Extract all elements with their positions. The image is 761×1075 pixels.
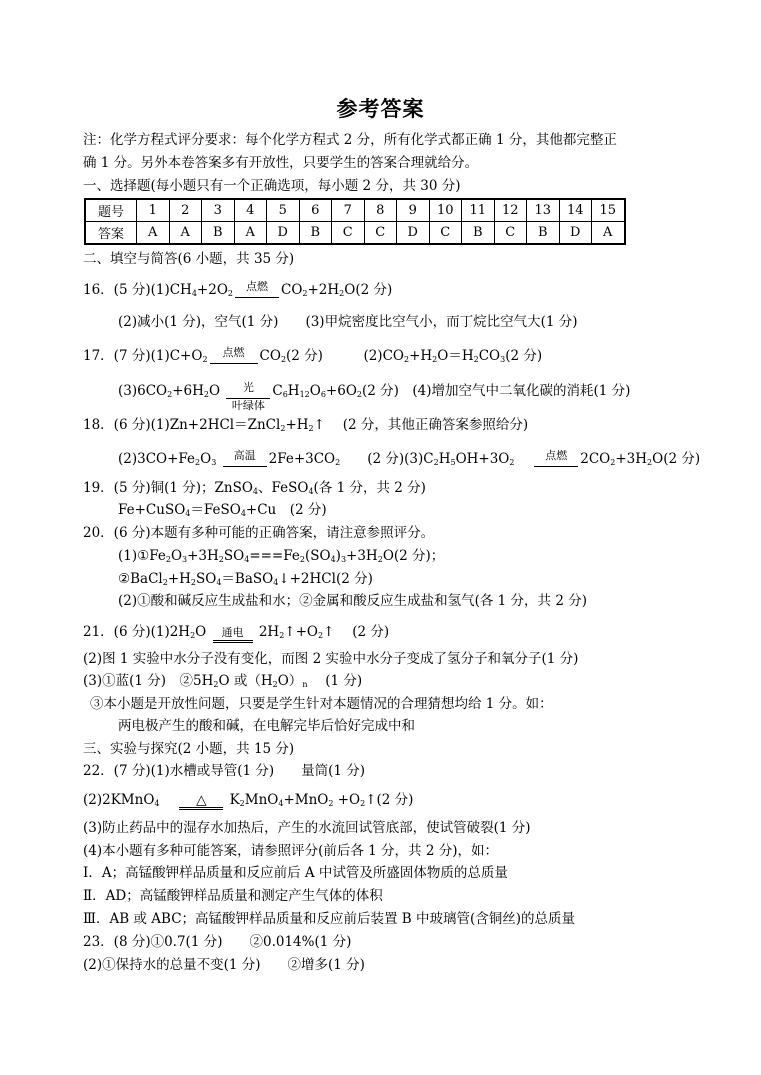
answer-cell: D bbox=[397, 222, 430, 245]
q22-line-7: Ⅲ．AB 或 ABC；高锰酸钾样品质量和反应前后装置 B 中玻璃管(含铜丝)的总质量 bbox=[83, 911, 576, 927]
answer-table bbox=[84, 198, 626, 245]
reaction-condition: 通电 bbox=[213, 626, 253, 643]
condition-label: 叶绿体 bbox=[231, 399, 265, 412]
reaction-condition bbox=[534, 449, 578, 467]
q20-score: (2 分)； bbox=[393, 548, 445, 564]
question-number: 9 bbox=[397, 199, 430, 222]
q19-score: (各 1 分，共 2 分) bbox=[313, 480, 426, 496]
page-title: 参考答案 bbox=[336, 97, 425, 121]
q19-text: 19．(5 分)铜(1 分)；ZnSO bbox=[83, 480, 253, 496]
q20-score: +2HCl(2 分) bbox=[289, 571, 373, 587]
q18-score: (2 分，其他正确答案参照给分) bbox=[342, 417, 529, 433]
question-number: 11 bbox=[462, 199, 495, 222]
q21-line-5: 两电极产生的酸和碱，在电解完毕后恰好完成中和 bbox=[118, 718, 415, 734]
answer-cell: D bbox=[267, 222, 300, 245]
condition-label: 点燃 bbox=[545, 449, 568, 462]
q21-line-1: 21．(6 分)$(1)2H_2O$ 通电 $2H_2↑+O_2↑$ (2 分) bbox=[83, 623, 389, 643]
q17-line-1: 17．(7 分)$(1)C+O_2$ 点燃 $CO_2(2$ 分) $(2)CO_2+H_2O=H_2CO_3(2$ 分) bbox=[83, 346, 543, 364]
q17-text: 17．(7 分)(1)C+O bbox=[83, 348, 203, 364]
q23-line-1: 23．(8 分)①0.7(1 分) ②0.014%(1 分) bbox=[83, 934, 352, 950]
q18-score: (2 分) bbox=[663, 451, 701, 467]
question-number: 12 bbox=[494, 199, 527, 222]
q20-line-4: (2)①酸和碱反应生成盐和水；②金属和酸反应生成盐和氢气(各 1 分，共 2 分) bbox=[118, 593, 587, 609]
q17-part2: (2)CO bbox=[363, 348, 404, 364]
question-number: 10 bbox=[429, 199, 462, 222]
condition-label: 高温 bbox=[233, 449, 256, 462]
answer-cell: C bbox=[332, 222, 365, 245]
q20-text: ②BaCl bbox=[118, 571, 163, 587]
reaction-condition bbox=[210, 346, 258, 364]
answer-cell: A bbox=[169, 222, 202, 245]
heat-condition bbox=[179, 793, 223, 810]
note-line-2: 确 1 分。另外本卷答案多有开放性，只要学生的答案合理就给分。 bbox=[83, 155, 479, 171]
q22-score: (2 分) bbox=[376, 792, 414, 808]
section-3-heading: 三、实验与探究(2 小题，共 15 分) bbox=[83, 741, 295, 757]
q21-text: O 或（H bbox=[218, 673, 273, 689]
q16-score: (2 分) bbox=[355, 282, 393, 298]
q19-text: 、FeSO bbox=[258, 480, 309, 496]
answer-cell: C bbox=[429, 222, 462, 245]
question-number: 7 bbox=[332, 199, 365, 222]
question-number: 4 bbox=[234, 199, 267, 222]
q22-text: (2)2KMnO bbox=[83, 792, 155, 808]
question-number: 5 bbox=[267, 199, 300, 222]
answer-cell: B bbox=[462, 222, 495, 245]
q17-score: (2 分) bbox=[361, 383, 399, 399]
q19-text: ＝FeSO bbox=[190, 502, 241, 518]
q22-line-1: 22．(7 分)(1)水槽或导管(1 分) 量筒(1 分) bbox=[83, 763, 366, 779]
answer-table-number-row bbox=[85, 199, 625, 222]
question-number: 8 bbox=[364, 199, 397, 222]
q17-part4: (4)增加空气中二氧化碳的消耗(1 分) bbox=[412, 383, 631, 399]
q21-line-2: (2)图 1 实验中水分子没有变化，而图 2 实验中水分子变成了氢分子和氧分子(1 分) bbox=[83, 651, 579, 667]
reaction-condition bbox=[226, 381, 270, 412]
reaction-condition bbox=[235, 280, 279, 298]
answer-cell: C bbox=[364, 222, 397, 245]
q21-line-4: ③本小题是开放性问题，只要是学生针对本题情况的合理猜想均给 1 分。如： bbox=[90, 696, 553, 712]
q20-line-1: 20．(6 分)本题有多种可能的正确答案，请注意参照评分。 bbox=[83, 525, 435, 541]
question-number: 6 bbox=[299, 199, 332, 222]
q22-line-2: (2)2KMnO$_4$ △ $K_2MnO_4+MnO_2$ $+O_2↑(2$ 分) bbox=[83, 792, 414, 808]
question-number: 1 bbox=[137, 199, 170, 222]
q22-line-6: Ⅱ．AD；高锰酸钾样品质量和测定产生气体的体积 bbox=[83, 888, 383, 904]
q19-line-2: Fe+CuSO$_4$＝FeSO$_4$+Cu (2 分) bbox=[118, 502, 327, 518]
q18-line-2: $(2)3CO+Fe_2O_3$ 高温 $2Fe+3CO_2$ (2 分)$(3)C_2H_5OH+3O_2$ 点燃 $2CO_2+3H_2O(2$ 分) bbox=[118, 449, 701, 467]
q21-score: (2 分) bbox=[352, 624, 390, 640]
q21-score: (1 分) bbox=[325, 673, 363, 689]
q20-line-2: $(1)①Fe_2O_3+3H_2SO_4===Fe_2(SO_4)_3+3H_2O(2$ 分)； bbox=[118, 548, 445, 564]
q21-line-3: (3)①蓝(1 分) $②5H_2O$ 或$(H_2O)_n$ (1 分) bbox=[83, 673, 363, 689]
answer-cell: A bbox=[137, 222, 170, 245]
q22-line-3: (3)防止药品中的湿存水加热后，产生的水流回试管底部，使试管破裂(1 分) bbox=[83, 820, 531, 836]
note-line-1: 注：化学方程式评分要求：每个化学方程式 2 分，所有化学式都正确 1 分，其他都完整正 bbox=[83, 132, 617, 148]
q17-score: (2 分) bbox=[286, 348, 323, 364]
answer-cell: B bbox=[527, 222, 560, 245]
q16-line-1: 16．(5 分)$(1)CH_4+2O_2$ 点燃 $CO_2+2H_2O(2$ 分) bbox=[83, 280, 393, 298]
section-2-heading: 二、填空与简答(6 小题，共 35 分) bbox=[83, 251, 295, 267]
q17-line-2: $(3)6CO_2+6H_2O$ 光 叶绿体 $C_6H_{12}O_6+6O_2(2$ 分) (4)增加空气中二氧化碳的消耗(1 分) bbox=[118, 381, 631, 412]
table-row-label: 答案 bbox=[85, 222, 137, 245]
question-number: 13 bbox=[527, 199, 560, 222]
question-number: 15 bbox=[592, 199, 625, 222]
question-number: 3 bbox=[202, 199, 235, 222]
triangle-icon: △ bbox=[196, 792, 207, 808]
q22-line-5: Ⅰ．A；高锰酸钾样品质量和反应前后 A 中试管及所盛固体物质的总质量 bbox=[83, 865, 508, 881]
section-1-heading: 一、选择题(每小题只有一个正确选项，每小题 2 分，共 30 分) bbox=[83, 178, 461, 194]
q18-line-1: 18．(6 分)$(1)Zn+2HCl=ZnCl_2+H_2↑$ (2 分，其他正确答案参照给分) bbox=[83, 417, 529, 433]
question-number: 2 bbox=[169, 199, 202, 222]
q19-text: Fe+CuSO bbox=[118, 502, 186, 518]
q23-line-2: (2)①保持水的总量不变(1 分) ②增多(1 分) bbox=[83, 957, 365, 973]
answer-cell: B bbox=[299, 222, 332, 245]
condition-label: 光 bbox=[242, 381, 254, 394]
answer-cell: A bbox=[234, 222, 267, 245]
condition-label: 点燃 bbox=[222, 346, 245, 359]
answer-cell: A bbox=[592, 222, 625, 245]
answer-cell: D bbox=[559, 222, 592, 245]
q18-part3: (3)C bbox=[404, 451, 434, 467]
q21-text: O） bbox=[277, 673, 303, 689]
q20-text: (1)①Fe bbox=[118, 548, 166, 564]
q21-text: (3)①蓝(1 分) ②5H bbox=[83, 673, 214, 689]
q21-text: 21．(6 分)(1)2H bbox=[83, 624, 191, 640]
condition-label: 点燃 bbox=[245, 280, 268, 293]
answer-table-answer-row bbox=[85, 222, 625, 245]
reaction-condition bbox=[223, 449, 267, 467]
q19-line-1: 19．(5 分)铜(1 分)；ZnSO$_4$、FeSO$_4$(各 1 分，共 2 分) bbox=[83, 480, 426, 496]
q16-text: 16．(5 分)(1)CH bbox=[83, 282, 192, 298]
q20-line-3: $②BaCl_2+H_2SO_4=BaSO_4↓+2HCl(2$ 分) bbox=[118, 571, 373, 587]
q22-line-4: (4)本小题有多种可能答案，请参照评分(前后各 1 分，共 2 分)，如： bbox=[83, 843, 498, 859]
answer-cell: B bbox=[202, 222, 235, 245]
answer-cell: C bbox=[494, 222, 527, 245]
q16-line-2: (2)减小(1 分)，空气(1 分) (3)甲烷密度比空气小，而丁烷比空气大(1 分) bbox=[118, 314, 578, 330]
question-number: 14 bbox=[559, 199, 592, 222]
q19-text: +Cu (2 分) bbox=[245, 502, 327, 518]
table-row-label: 题号 bbox=[85, 199, 137, 222]
q18-text: 18．(6 分)(1)Zn+2HCl＝ZnCl bbox=[83, 417, 281, 433]
q18-score: (2 分) bbox=[367, 451, 405, 467]
q17-text: (3)6CO bbox=[118, 383, 168, 399]
